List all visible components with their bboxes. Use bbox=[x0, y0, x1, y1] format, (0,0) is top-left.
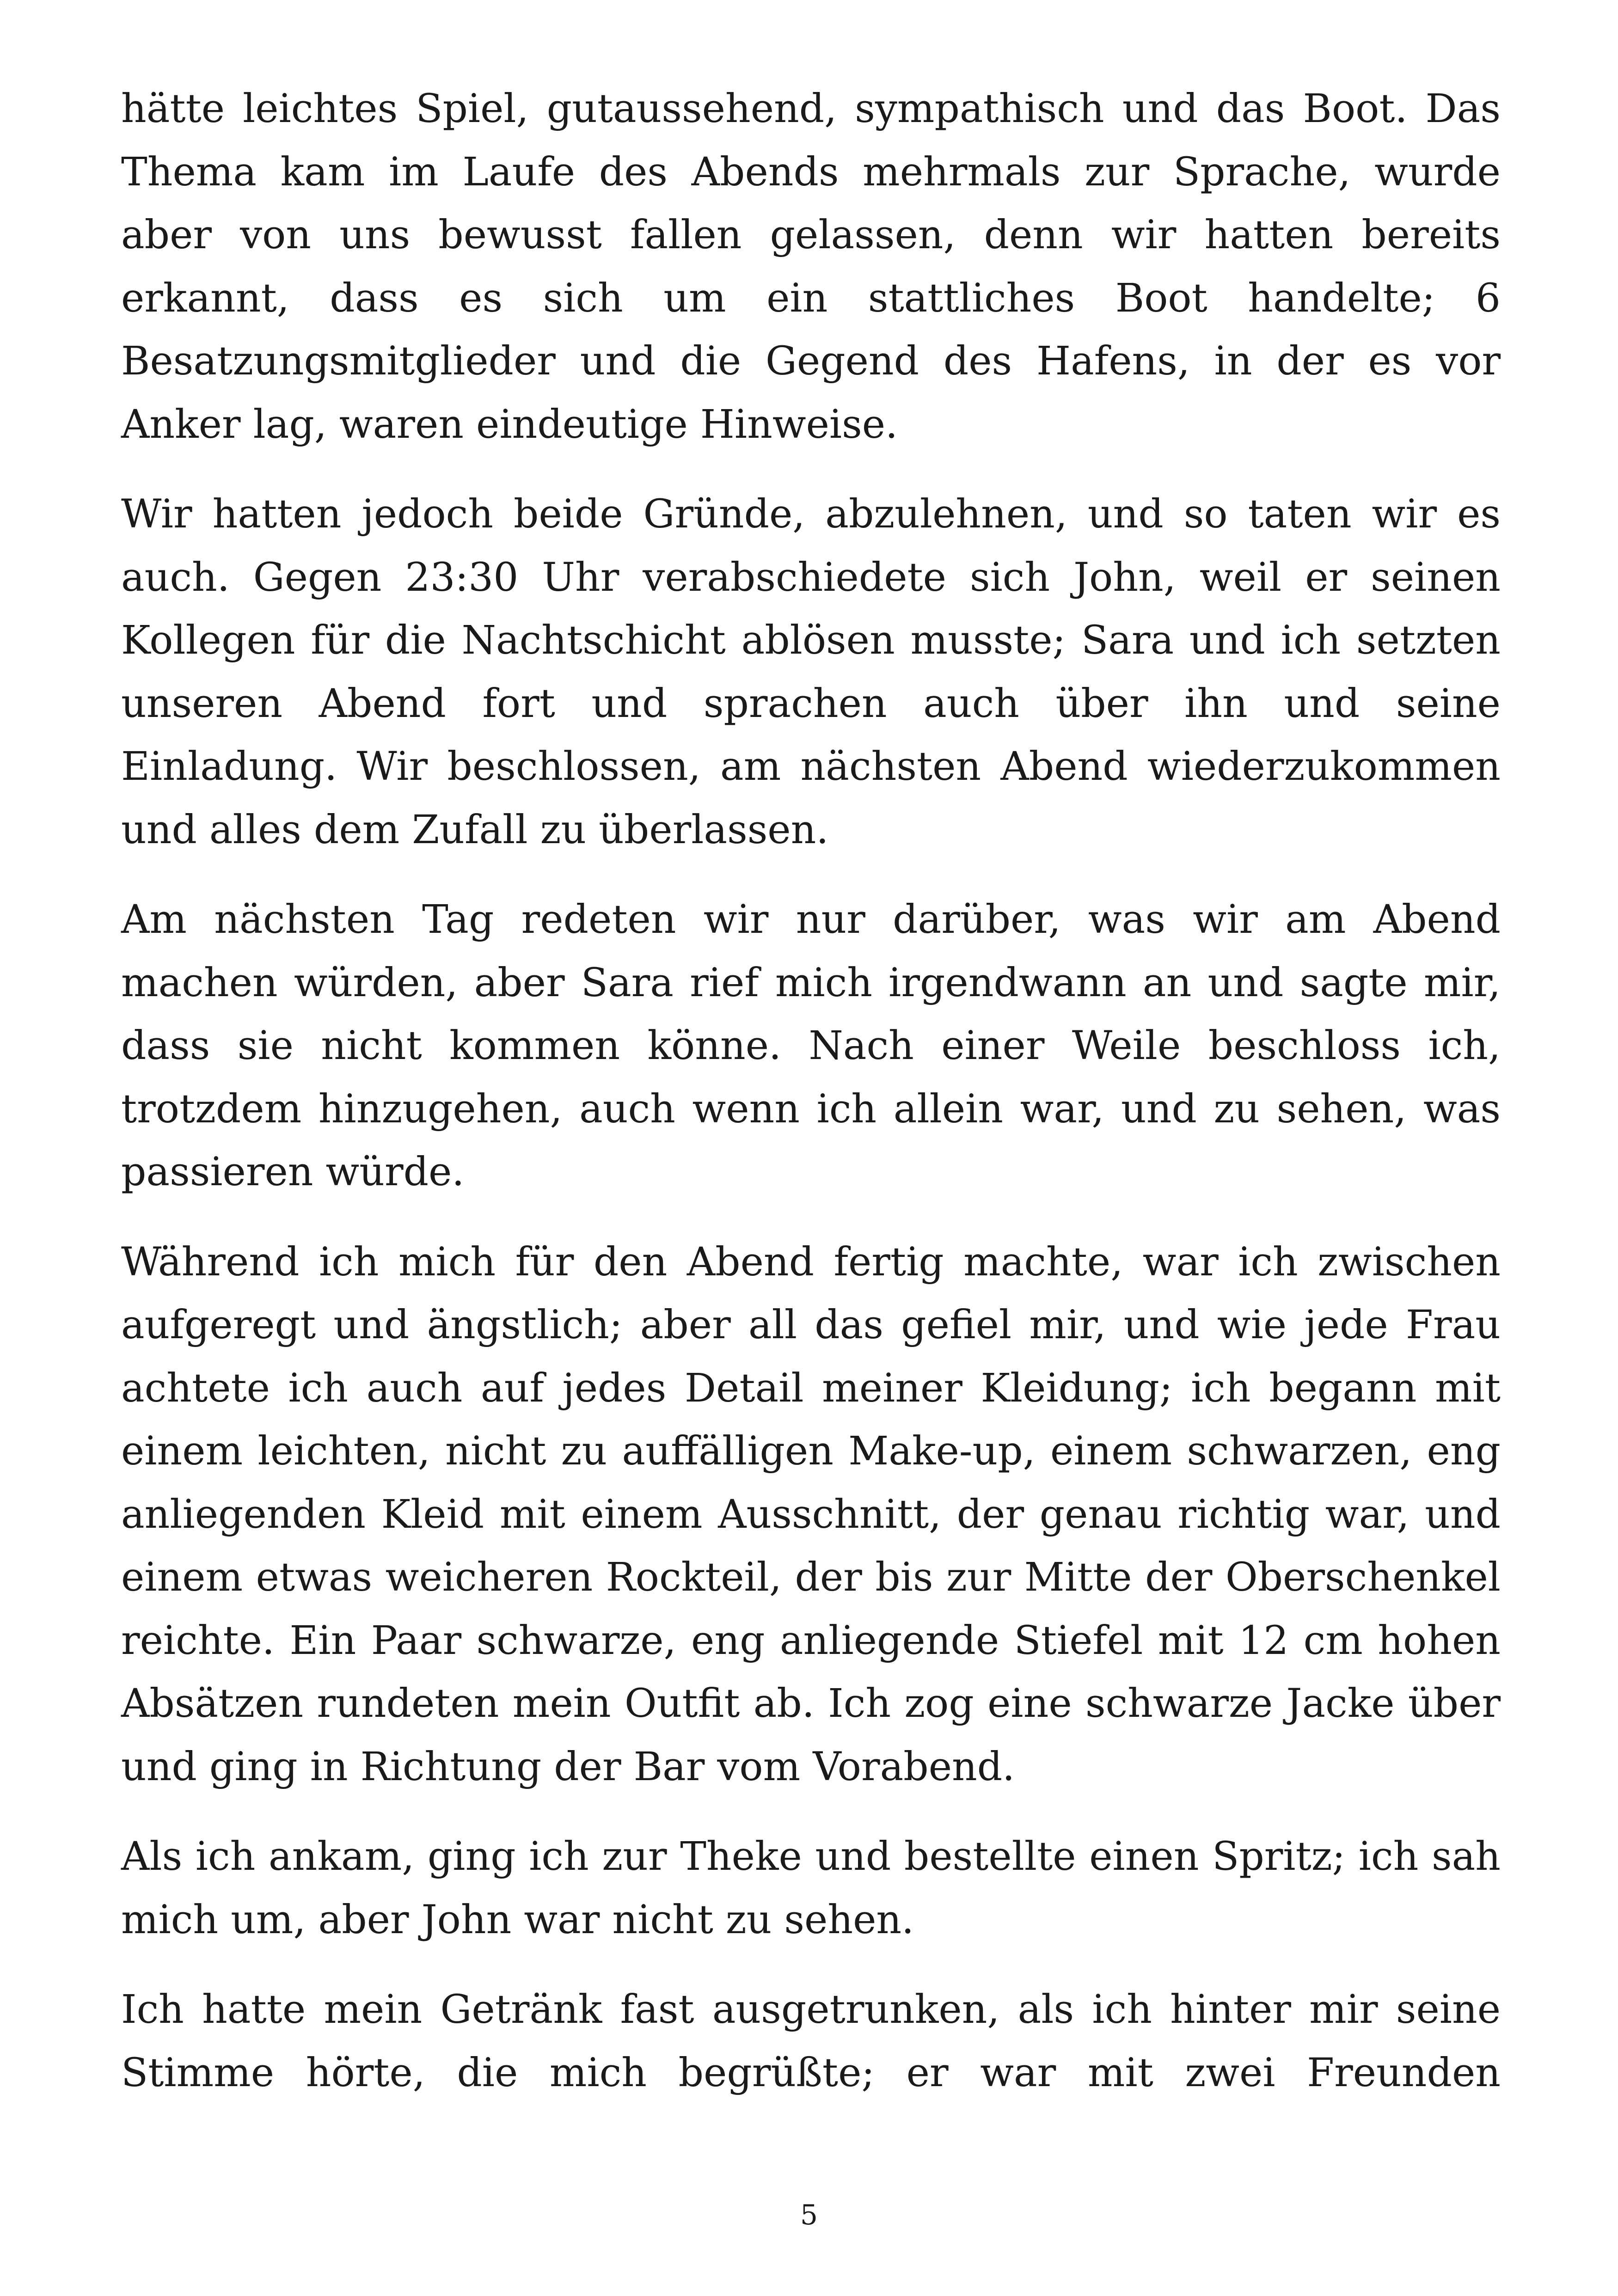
paragraph-4: Während ich mich für den Abend fertig machte, war ich zwischen aufgeregt und ängstlich; aber all das gefiel mir, und wie jede Frau achtete ich auch auf jedes Detail meiner Kleidung; ich begann mit einem leichten, nicht zu auffälligen Make-up, einem schwarzen, eng anliegenden Kleid mit einem Ausschnitt, der genau richtig war, und einem etwas weicheren Rockteil, der bis zur Mitte der Oberschenkel reichte. Ein Paar schwarze, eng anliegende Stiefel mit 12 cm hohen Absätzen rundeten mein Outfit ab. Ich zog eine schwarze Jacke über und ging in Richtung der Bar vom Vorabend. bbox=[121, 1239, 1501, 1790]
paragraph-6: Ich hatte mein Getränk fast ausgetrunken, als ich hinter mir seine Stimme hörte, die mich begrüßte; er war mit zwei Freunden bbox=[121, 1987, 1501, 2096]
paragraph-3: Am nächsten Tag redeten wir nur darüber, was wir am Abend machen würden, aber Sara rief mich irgendwann an und sagte mir, dass sie nicht kommen könne. Nach einer Weile beschloss ich, trotzdem hinzugehen, auch wenn ich allein war, und zu sehen, was passieren würde. bbox=[121, 897, 1501, 1195]
paragraph-1: hätte leichtes Spiel, gutaussehend, sympathisch und das Boot. Das Thema kam im Laufe des Abends mehrmals zur Sprache, wurde aber von uns bewusst fallen gelassen, denn wir hatten bereits erkannt, dass es sich um ein stattliches Boot handelte; 6 Besatzungsmitglieder und die Gegend des Hafens, in der es vor Anker lag, waren eindeutige Hinweise. bbox=[121, 86, 1501, 447]
page-number: 5 bbox=[800, 2199, 818, 2231]
body-text bbox=[121, 78, 1501, 2131]
paragraph-5: Als ich ankam, ging ich zur Theke und bestellte einen Spritz; ich sah mich um, aber John war nicht zu sehen. bbox=[121, 1834, 1501, 1943]
paragraph-2: Wir hatten jedoch beide Gründe, abzulehnen, und so taten wir es auch. Gegen 23:30 Uhr verabschiedete sich John, weil er seinen Kollegen für die Nachtschicht ablösen musste; Sara und ich setzten unseren Abend fort und sprachen auch über ihn und seine Einladung. Wir beschlossen, am nächsten Abend wiederzukommen und alles dem Zufall zu überlassen. bbox=[121, 491, 1501, 853]
